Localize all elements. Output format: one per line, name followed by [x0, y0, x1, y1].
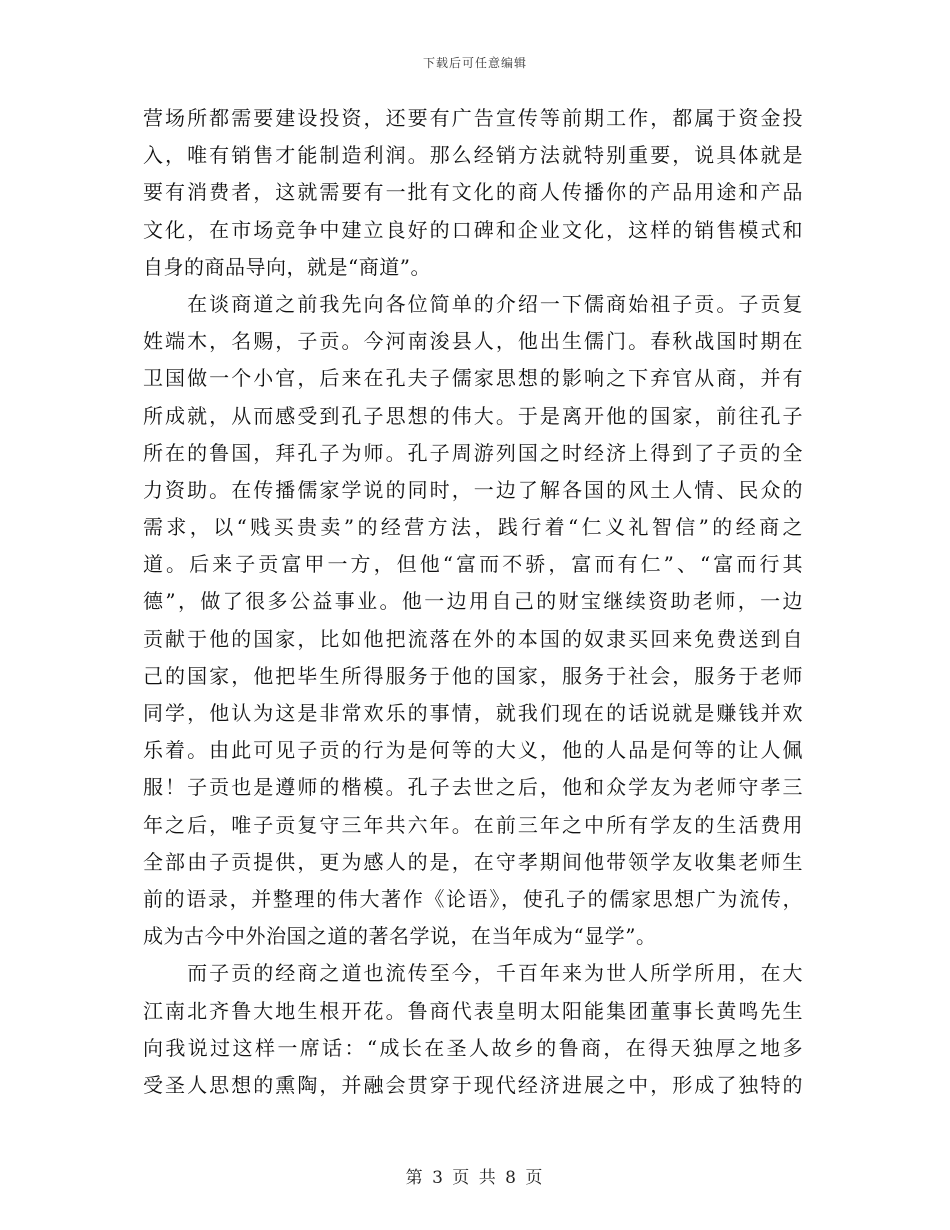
text-line: 需求，以“贱买贵卖”的经营方法，践行着“仁义礼智信”的经商之 — [143, 515, 803, 540]
text-line: 所成就，从而感受到孔子思想的伟大。于是离开他的国家，前往孔子 — [143, 403, 803, 428]
text-line: 服！子贡也是遵师的楷模。孔子去世之后，他和众学友为老师守孝三 — [143, 775, 803, 800]
text-line: 入，唯有销售才能制造利润。那么经销方法就特别重要，说具体就是 — [143, 143, 803, 168]
text-line: 姓端木，名赐，子贡。今河南浚县人，他出生儒门。春秋战国时期在 — [143, 329, 803, 354]
text-line: 文化，在市场竞争中建立良好的口碑和企业文化，这样的销售模式和 — [143, 217, 803, 242]
text-line: 营场所都需要建设投资，还要有广告宣传等前期工作，都属于资金投 — [143, 106, 803, 130]
text-line: 前的语录，并整理的伟大著作《论语》，使孔子的儒家思想广为流传， — [143, 886, 803, 911]
text-line: 自身的商品导向，就是“商道”。 — [143, 254, 431, 279]
text-line: 向我说过这样一席话：“成长在圣人故乡的鲁商，在得天独厚之地多 — [143, 1035, 803, 1060]
document-body — [143, 100, 803, 1104]
text-line: 力资助。在传播儒家学说的同时，一边了解各国的风土人情、民众的 — [143, 477, 803, 502]
text-line: 同学，他认为这是非常欢乐的事情，就我们现在的话说就是赚钱并欢 — [143, 701, 803, 725]
text-line: 贡献于他的国家，比如他把流落在外的本国的奴隶买回来免费送到自 — [143, 626, 803, 651]
paragraph — [143, 286, 803, 955]
text-line: 乐着。由此可见子贡的行为是何等的大义，他的人品是何等的让人佩 — [143, 738, 803, 763]
paragraph — [143, 955, 803, 1104]
text-line: 德”，做了很多公益事业。他一边用自己的财宝继续资助老师，一边 — [143, 589, 803, 614]
text-line: 道。后来子贡富甲一方，但他“富而不骄，富而有仁”、“富而行其 — [143, 552, 803, 577]
text-line: 所在的鲁国，拜孔子为师。孔子周游列国之时经济上得到了子贡的全 — [143, 440, 803, 465]
page-number-footer: 第 3 页 共 8 页 — [405, 1168, 545, 1188]
text-line: 己的国家，他把毕生所得服务于他的国家，服务于社会，服务于老师 — [143, 663, 803, 688]
text-line: 年之后，唯子贡复守三年共六年。在前三年之中所有学友的生活费用 — [143, 812, 803, 837]
text-line: 全部由子贡提供，更为感人的是，在守孝期间他带领学友收集老师生 — [143, 849, 803, 874]
text-line: 卫国做一个小官，后来在孔夫子儒家思想的影响之下弃官从商，并有 — [143, 366, 803, 391]
text-line: 受圣人思想的熏陶，并融会贯穿于现代经济进展之中，形成了独特的 — [143, 1072, 803, 1097]
text-line: 成为古今中外治国之道的著名学说，在当年成为“显学”。 — [143, 924, 657, 949]
text-line: 要有消费者，这就需要有一批有文化的商人传播你的产品用途和产品 — [143, 180, 803, 205]
text-line: 江南北齐鲁大地生根开花。鲁商代表皇明太阳能集团董事长黄鸣先生 — [143, 998, 803, 1023]
page-header: 下载后可任意编辑 — [422, 56, 527, 70]
paragraph — [143, 100, 803, 286]
text-line: 而子贡的经商之道也流传至今，千百年来为世人所学所用，在大 — [143, 961, 803, 986]
text-line: 在谈商道之前我先向各位简单的介绍一下儒商始祖子贡。子贡复 — [143, 291, 803, 316]
